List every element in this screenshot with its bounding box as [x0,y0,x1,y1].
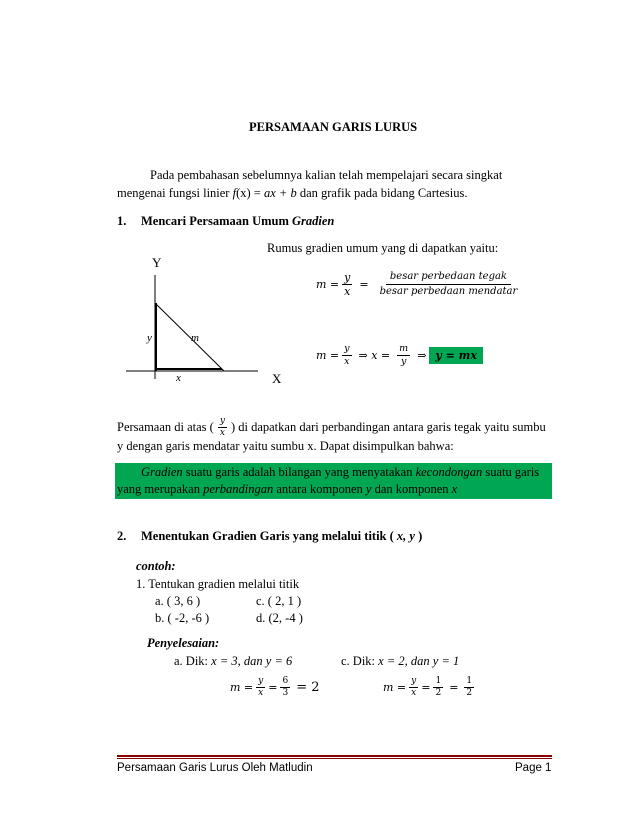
eq2-num-2: m [399,343,409,354]
calc-c-fraction-2 [433,677,443,698]
section1-heading-italic: Gradien [292,214,335,228]
penyelesaian-label: Penyelesaian: [147,636,220,650]
calc-a-result: = 2 [296,680,320,695]
eq2-result: y = mx [429,347,482,364]
solution-a-given [174,654,292,669]
conclusion-line-2 [117,482,457,497]
solution-c-dik: c. Dik: [341,654,379,668]
eq2-den: x [344,355,350,367]
conclusion-kecondongan: kecondongan [415,465,483,479]
section1-heading-text: Mencari Persamaan Umum [141,214,293,228]
equation-line-form [316,344,483,366]
graph-m-label: m [191,332,199,344]
intro-text-b: (x) = [236,186,264,200]
y-axis-label: Y [152,255,162,270]
eq1-m: m = [316,278,340,291]
eq2-fraction-1 [342,344,351,366]
eq1-num: y [344,271,351,284]
para-text-b: ) di dapatkan dari perbandingan antara garis tegak yaitu sumbu [230,420,546,434]
calc-c-num-2: 1 [435,676,442,686]
conclusion-gradien: Gradien [141,465,183,479]
question-a: a. ( 3, 6 ) [155,594,201,608]
eq1-word-fraction [376,272,522,297]
page-title: PERSAMAAN GARIS LURUS [249,120,418,134]
solution-c-calculation [383,677,474,698]
explanation-line-2: y dengan garis mendatar yaitu sumbu x. Dapat disimpulkan bahwa: [117,439,454,453]
calc-a-fraction-2 [280,677,290,698]
footer-page-number: Page 1 [515,762,552,774]
eq1-equals: = [359,278,369,291]
section2-heading [141,529,422,544]
graph-x-label: x [176,372,181,384]
calc-a-den-2: 3 [282,688,289,698]
eq2-arrow-2: ⇒ [417,348,427,362]
solution-c-values: x = 2, dan y = 1 [378,654,460,668]
calc-c-equals-2: = [449,681,459,694]
solution-a-dik: a. Dik: [174,654,212,668]
calc-a-num-2: 6 [282,676,289,686]
calc-c-m: m = [383,681,407,694]
conclusion-line-1 [141,465,539,480]
para-fraction [218,417,227,438]
calc-c-num-3: 1 [466,676,473,686]
intro-fx: f [232,186,237,200]
graph-y-label: y [147,332,152,344]
section2-heading-text: Menentukan Gradien Garis yang melalui titik ( [141,529,397,543]
question-d: d. (2, -4 ) [256,611,303,625]
equation-gradient-definition [316,272,521,297]
solution-a-calculation [230,677,320,698]
intro-text: mengenai fungsi linier [117,186,233,200]
eq2-fraction-2 [397,344,410,366]
calc-c-den-1: x [411,688,417,698]
conclusion-text-1: suatu garis adalah bilangan yang menyatakan [182,465,416,479]
footer-title: Persamaan Garis Lurus Oleh Matludin [117,762,313,774]
eq1-word-den: besar perbedaan mendatar [379,286,518,297]
eq2-den-2: y [400,355,407,367]
rumus-intro: Rumus gradien umum yang di dapatkan yaitu: [267,241,499,255]
question-c: c. ( 2, 1 ) [256,594,302,608]
calc-c-fraction-1 [409,677,418,698]
eq2-num: y [344,343,350,354]
eq2-m: m = [316,348,340,362]
question-1: 1. Tentukan gradien melalui titik [136,577,300,591]
conclusion-text-3: yang merupakan [117,482,204,496]
calc-c-equals: = [421,681,431,694]
footer-rule-thin [117,758,552,759]
explanation-line-1 [117,417,546,438]
x-axis-label: X [272,371,282,386]
calc-a-num-1: y [258,676,264,686]
intro-line-2 [117,186,468,201]
section1-number: 1. [117,214,127,228]
conclusion-y: y [365,482,372,496]
intro-line-1: Pada pembahasan sebelumnya kalian telah mempelajari secara singkat [150,168,503,182]
calc-c-fraction-3 [464,677,474,698]
calc-a-m: m = [230,681,254,694]
conclusion-x: x [451,482,458,496]
section2-number: 2. [117,529,127,543]
intro-expr: ax + b [263,186,297,200]
calc-a-fraction-1 [256,677,265,698]
para-fraction-den: x [219,428,225,438]
conclusion-text-2: suatu garis [482,465,540,479]
section2-heading-vars: x, y [396,529,415,543]
footer-rule-thick [117,755,552,757]
eq1-word-num: besar perbedaan tegak [386,272,511,285]
sloped-line [155,303,224,371]
calc-c-den-3: 2 [466,688,473,698]
intro-text-c: dan grafik pada bidang Cartesius. [296,186,468,200]
eq1-den: x [344,285,351,298]
conclusion-text-5: dan komponen [371,482,452,496]
eq2-arrow-1: ⇒ x = [358,348,391,362]
solution-c-given [341,654,459,669]
para-text-a: Persamaan di atas ( [117,420,214,434]
question-b: b. ( -2, -6 ) [155,611,210,625]
calc-c-num-1: y [411,676,417,686]
calc-a-den-1: x [258,688,264,698]
conclusion-text-4: antara komponen [273,482,366,496]
solution-a-values: x = 3, dan y = 6 [211,654,293,668]
section2-heading-end: ) [414,529,423,543]
para-fraction-num: y [219,416,225,426]
gradient-graph [118,255,278,385]
conclusion-perbandingan: perbandingan [203,482,274,496]
calc-c-den-2: 2 [435,688,442,698]
calc-a-equals: = [268,681,278,694]
eq1-fraction [342,272,352,297]
section1-heading [141,214,334,229]
contoh-label: contoh: [136,559,176,573]
